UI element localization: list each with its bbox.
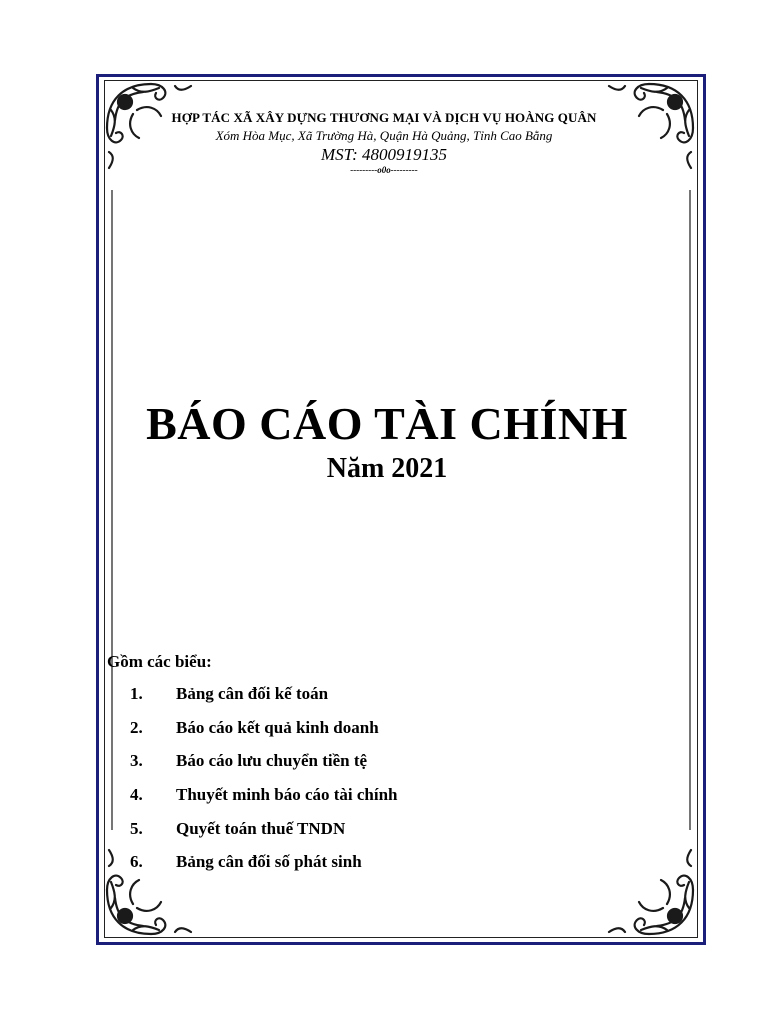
- corner-ornament-bottom-right: [605, 846, 697, 938]
- tax-code: MST: 4800919135: [320, 145, 448, 164]
- contents-item: [0, 718, 600, 742]
- contents-item: [0, 684, 600, 708]
- contents-item-label: Quyết toán thuế TNDN: [176, 819, 346, 838]
- report-year: Năm 2021: [326, 453, 448, 484]
- contents-item-number: 5.: [130, 819, 143, 838]
- contents-item-label: Bảng cân đối số phát sinh: [176, 852, 362, 871]
- right-border-ornament: [683, 190, 697, 830]
- report-title: BÁO CÁO TÀI CHÍNH: [146, 398, 628, 449]
- contents-item-label: Báo cáo kết quả kinh doanh: [176, 718, 379, 737]
- page-border-inner: [104, 80, 698, 938]
- contents-item-number: 6.: [130, 852, 143, 871]
- contents-item: [0, 852, 600, 876]
- contents-item-label: Bảng cân đối kế toán: [176, 684, 329, 703]
- contents-item-label: Thuyết minh báo cáo tài chính: [176, 785, 398, 804]
- company-address: Xóm Hòa Mục, Xã Trường Hà, Quận Hà Quảng, Tỉnh Cao Bằng: [215, 128, 553, 143]
- contents-item-number: 3.: [130, 751, 143, 770]
- contents-item: [0, 785, 600, 809]
- contents-item-number: 4.: [130, 785, 143, 804]
- contents-item-label: Báo cáo lưu chuyển tiền tệ: [176, 751, 368, 770]
- header-divider: ---------o0o---------: [350, 165, 418, 175]
- contents-item-number: 1.: [130, 684, 143, 703]
- company-name: HỢP TÁC XÃ XÂY DỰNG THƯƠNG MẠI VÀ DỊCH VỤ HOÀNG QUÂN: [171, 110, 597, 125]
- contents-heading: Gồm các biểu:: [107, 652, 212, 671]
- contents-item: [0, 819, 600, 843]
- contents-item: [0, 751, 600, 775]
- contents-item-number: 2.: [130, 718, 143, 737]
